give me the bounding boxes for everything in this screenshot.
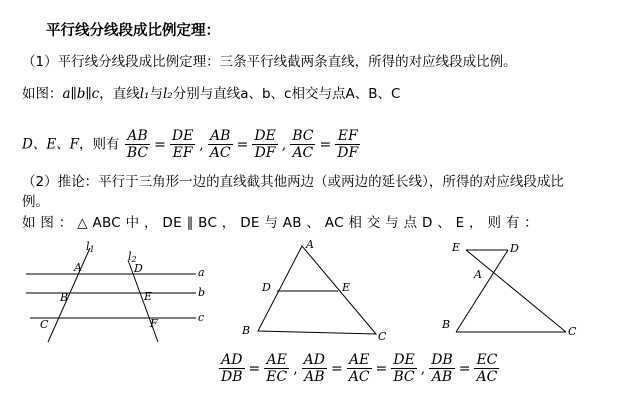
label-B: B [60,291,69,304]
points-def: D、E、F [22,136,80,153]
fraction: $\frac{EC}{AC}$ [476,352,498,385]
fraction: $\frac{AB}{BC}$ [126,128,149,161]
label-A: A [306,238,314,251]
label-l2: l2 [128,250,137,264]
line-l1: l₁ [139,86,150,102]
label-b: b [198,286,206,299]
label-l1: l1 [86,240,95,254]
label-D: D [510,242,519,255]
corollary-line-1: （2）推论：平行于三角形一边的直线截其他两边（或两边的延长线），所得的对应线段成比 [22,174,564,190]
figure-parallel-lines [20,238,220,348]
corollary-line-3: 如 图 ： △ ABC 中 ， DE ∥ BC ， DE 与 AB 、 AC 相 交 与 点 D 、 E ， 则 有 ： [22,215,539,231]
label-c: c [198,311,205,324]
fig-prefix: 如图： [22,86,63,102]
label-C: C [40,318,49,331]
label-B: B [242,324,251,337]
fraction: $\frac{AD}{DB}$ [221,352,243,385]
fraction: $\frac{DE}{BC}$ [393,352,415,385]
theorem-equation-row: D、E、F，则有 $\frac{AB}{BC}$ = $\frac{DE}{EF}$ , $\frac{AB}{AC}$ = $\frac{DE}{DF}$ , $\frac{BC}{AC}$ = $\frac{EF}{DF}$ [22,128,359,161]
segment-DB [456,250,508,332]
fraction: $\frac{DE}{DF}$ [254,128,276,161]
line-l2: l₂ [162,86,173,102]
line-l1 [48,248,90,342]
parallel-notation: a∥b∥c [62,86,100,102]
fig-mid: ，直线 [99,86,140,102]
fraction: $\frac{BC}{AC}$ [292,128,314,161]
label-E: E [342,281,351,294]
triangle-ABC [258,246,376,334]
label-B: B [442,318,451,331]
theorem-number: （1） [22,54,58,70]
segment-EC [466,250,566,332]
fraction: $\frac{AB}{AC}$ [209,128,231,161]
theorem-statement [22,50,517,70]
corollary-line-2: 例。 [22,194,49,210]
label-A: A [74,261,82,274]
label-E: E [144,290,153,303]
fig-and: 与 [149,86,163,102]
figure-hourglass [444,236,594,346]
fraction: $\frac{AE}{AC}$ [348,352,370,385]
label-a: a [198,266,205,279]
corollary-equation-row: $\frac{AD}{DB}$ = $\frac{AE}{EC}$ , $\frac{AD}{AB}$ = $\frac{AE}{AC}$ = $\frac{DE}{BC}$ , $\frac{DB}{AB}$ = $\frac{EC}{AC}$ [221,352,498,385]
fraction: $\frac{AD}{AB}$ [303,352,325,385]
label-A: A [474,268,482,281]
label-D: D [262,281,271,294]
section-title: 平行线分线段成比例定理： [46,23,220,39]
label-C: C [568,325,577,338]
fraction: $\frac{DB}{AB}$ [431,352,453,385]
fig-rest: 分别与直线a、b、c相交与点A、B、C [172,86,401,102]
fraction: $\frac{AE}{EC}$ [266,352,288,385]
label-C: C [378,330,387,343]
fraction: $\frac{EF}{DF}$ [337,128,359,161]
label-D: D [134,262,143,275]
label-E: E [452,241,461,254]
theorem-text: 平行线分线段成比例定理：三条平行线截两条直线，所得的对应线段成比例。 [57,54,517,70]
label-F: F [150,317,158,330]
figure-description [22,82,400,102]
figure-triangle [236,236,396,346]
fraction: $\frac{DE}{EF}$ [171,128,194,161]
then-text: ，则有 [79,136,120,153]
